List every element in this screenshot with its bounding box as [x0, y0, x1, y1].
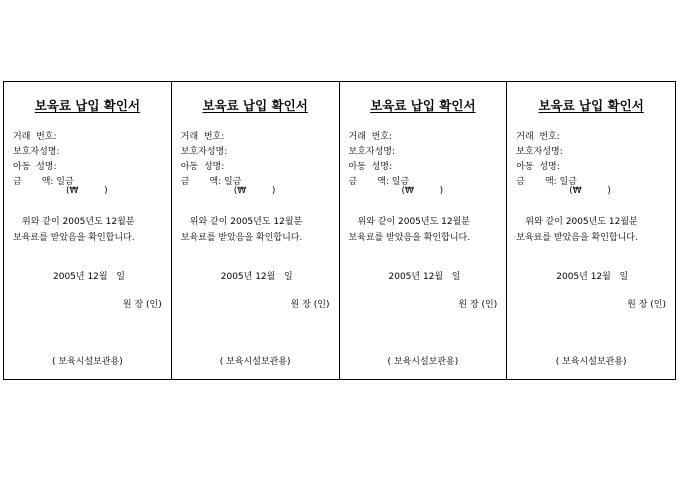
director-seal: 원 장 (인) [290, 300, 330, 310]
amount-label: 금 액: 일금 [516, 177, 577, 187]
body-line-2: 보육료를 받았음을 확인합니다. [180, 233, 303, 243]
child-name-label: 아동 성명: [516, 162, 560, 172]
slip-footer: ( 보육시설보관용) [219, 357, 291, 367]
director-seal: 원 장 (인) [122, 300, 162, 310]
body-line-2: 보육료를 받았음을 확인합니다. [516, 233, 638, 243]
receipt-slip-4 [507, 82, 675, 379]
won-amount: (₩ ) [401, 186, 444, 196]
won-amount: (₩ ) [569, 186, 611, 196]
amount-label: 금 액: 일금 [13, 177, 74, 187]
child-name-label: 아동 성명: [13, 162, 57, 172]
director-seal: 원 장 (인) [627, 300, 666, 310]
receipt-slip-2 [172, 82, 340, 379]
body-line-1: 위와 같이 2005년도 12월분 [357, 217, 470, 227]
trade-number-label: 거래 번호: [516, 132, 560, 142]
guardian-name-label: 보호자성명: [13, 147, 60, 157]
guardian-name-label: 보호자성명: [516, 147, 563, 157]
slip-footer: ( 보육시설보관용) [52, 357, 123, 367]
child-name-label: 아동 성명: [180, 162, 225, 172]
won-amount: (₩ ) [233, 186, 276, 196]
issue-date: 2005년 12월 일 [53, 272, 125, 282]
slip-title: 보육료 납입 확인서 [370, 98, 476, 113]
won-amount: (₩ ) [66, 186, 108, 196]
trade-number-label: 거래 번호: [180, 132, 225, 142]
trade-number-label: 거래 번호: [348, 132, 393, 142]
amount-label: 금 액: 일금 [180, 177, 242, 187]
slip-footer: ( 보육시설보관용) [387, 357, 459, 367]
director-seal: 원 장 (인) [458, 300, 498, 310]
slip-title: 보육료 납입 확인서 [202, 98, 308, 113]
receipt-strip [3, 81, 676, 380]
issue-date: 2005년 12월 일 [220, 272, 293, 282]
body-line-2: 보육료를 받았음을 확인합니다. [13, 233, 135, 243]
guardian-name-label: 보호자성명: [180, 147, 228, 157]
slip-title: 보육료 납입 확인서 [34, 98, 141, 113]
body-line-1: 위와 같이 2005년도 12월분 [22, 217, 135, 227]
child-name-label: 아동 성명: [348, 162, 393, 172]
body-line-1: 위와 같이 2005년도 12월분 [189, 217, 303, 227]
receipt-slip-1 [4, 82, 172, 379]
slip-footer: ( 보육시설보관용) [555, 357, 627, 367]
body-line-2: 보육료를 받았음을 확인합니다. [348, 233, 471, 243]
amount-label: 금 액: 일금 [348, 177, 410, 187]
body-line-1: 위와 같이 2005년도 12월분 [525, 217, 638, 227]
slip-title: 보육료 납입 확인서 [538, 98, 644, 113]
issue-date: 2005년 12월 일 [556, 272, 629, 282]
issue-date: 2005년 12월 일 [388, 272, 461, 282]
receipt-slip-3 [340, 82, 508, 379]
guardian-name-label: 보호자성명: [348, 147, 396, 157]
trade-number-label: 거래 번호: [13, 132, 57, 142]
